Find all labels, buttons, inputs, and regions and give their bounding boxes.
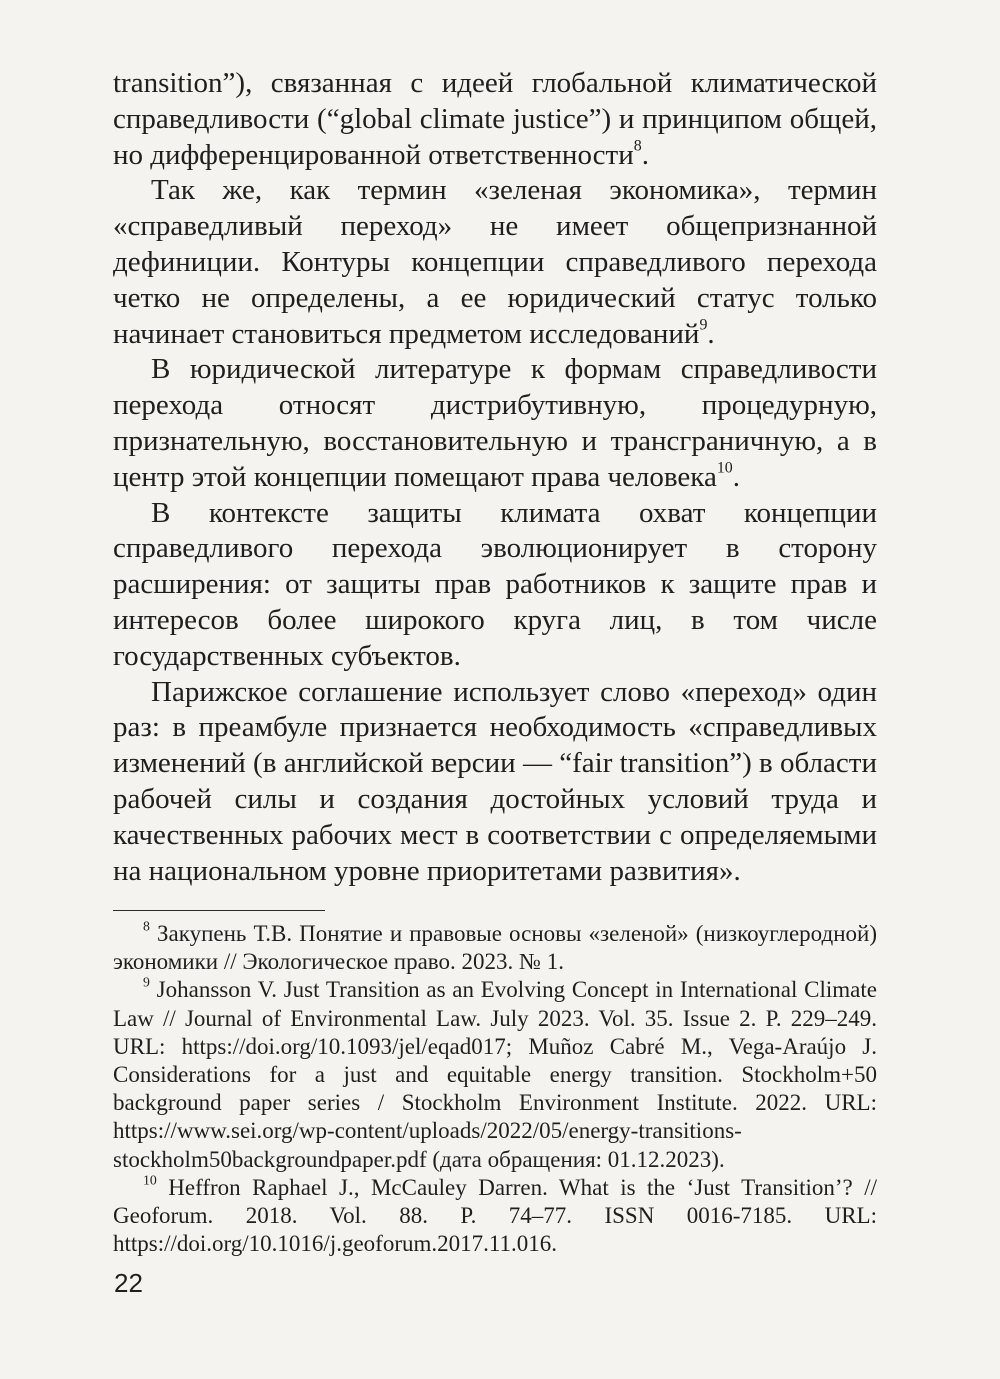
main-text: [113, 66, 877, 889]
footnote-text: Закупень Т.В. Понятие и правовые основы «зеленой» (низкоуглеродной) экономики // Экологическое право. 2023. № 1.: [113, 921, 878, 975]
paragraph-2: [113, 173, 877, 352]
paragraph-text: В юридической литературе к формам справедливости перехода относят дистрибутивную, процедурную, признательную, восстановительную и трансграничную, а в центр этой концепции помещают права человека: [113, 353, 877, 493]
footnote-text: Johansson V. Just Transition as an Evolving Concept in International Climate Law // Journal of Environmental Law. July 2023. Vol. 35. Issue 2. P. 229–249. URL: https://doi.org/10.1093/jel/eqad017; Muñoz Cabré M., Vega-Araújo J. Considerations for a just and equitable energy transition. Stockholm+50 background paper series / Stockholm Environment Institute. 2022. URL: https://www.sei.org/wp-content/uploads/2022/05/energy-transitions-stockholm50backgroundpaper.pdf (дата обращения: 01.12.2023).: [113, 977, 877, 1172]
footnote-text: Heffron Raphael J., McCauley Darren. What is the ‘Just Transition’? // Geoforum. 2018. Vol. 88. P. 74–77. ISSN 0016-7185. URL: https://doi.org/10.1016/j.geoforum.2017.11.016.: [113, 1174, 878, 1257]
footnote-number: 9: [143, 975, 150, 991]
paragraph-3: [113, 352, 877, 495]
paragraph-text: transition”), связанная с идеей глобальной климатической справедливости (“global climate justice”) и принципом общей, но дифференцированной ответственности: [113, 67, 877, 171]
footnote-9: [113, 976, 877, 1173]
paragraph-text: Парижское соглашение использует слово «переход» один раз: в преамбуле признается необходимость «справедливых изменений (в английской версии — “fair transition”) в области рабочей силы и создания достойных условий труда и качественных рабочих мест в соответствии с определяемыми на национальном уровне приоритетами развития».: [113, 675, 877, 887]
footnote-separator: [113, 910, 325, 911]
paragraph-text: В контексте защиты климата охват концепции справедливого перехода эволюционирует в сторону расширения: от защиты прав работников к защите прав и интересов более широкого круга лиц, в том числе государственных субъектов.: [113, 496, 877, 672]
paragraph-text: Так же, как термин «зеленая экономика», термин «справедливый переход» не имеет общепризнанной дефиниции. Контуры концепции справедливого перехода четко не определены, а ее юридический статус только начинает становиться предметом исследований: [113, 174, 877, 350]
paragraph-tail: .: [732, 460, 741, 493]
footnote-8: [113, 920, 877, 976]
footnote-number: 10: [143, 1172, 157, 1188]
paragraph-tail: .: [641, 138, 649, 171]
page-number: 22: [114, 1268, 143, 1298]
footnote-number: 8: [143, 918, 150, 934]
footnote-10: [113, 1174, 877, 1259]
paragraph-5: [113, 675, 877, 890]
footnote-ref-8[interactable]: 8: [633, 137, 642, 155]
footnote-ref-9[interactable]: 9: [699, 316, 708, 334]
footnote-ref-10[interactable]: 10: [716, 459, 733, 477]
footnotes: [113, 920, 877, 1258]
paragraph-tail: .: [707, 317, 715, 350]
paragraph-1: [113, 66, 877, 173]
paragraph-4: [113, 496, 877, 675]
